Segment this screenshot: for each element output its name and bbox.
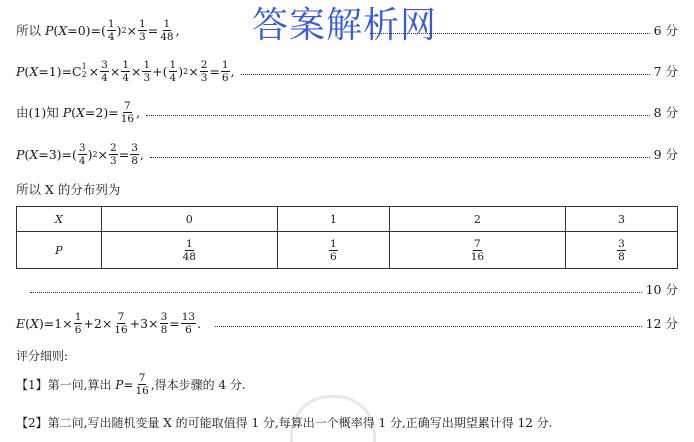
fraction: $\frac{1}{3}$ [143, 58, 151, 84]
score-label: 7 分 [653, 64, 678, 79]
rubric-title: 评分细则: [16, 349, 69, 363]
rubric-text: 第二问,写出随机变量 X 的可能取值得 1 分,每算出一个概率得 1 分,正确写出期望累计得 12 分. [47, 416, 553, 430]
table-header-cell: 1 [277, 207, 389, 232]
table-cell: $\frac{7}{16}$ [389, 232, 565, 269]
rubric-text: ,得本步骤的 4 分. [150, 378, 246, 392]
solution-line-p2: 由(1)知 P ( X =2)= $\frac{7}{16}$ , 8 分 [16, 99, 678, 125]
fraction: $\frac{3}{4}$ [101, 58, 108, 84]
solution-line-p1: P ( X =1)=C 1 2 × $\frac{3}{4}$ × $\frac{1}{4}$ × $\frac{1}{3}$ +( $\frac{1}{4}$ ) 2 × $\frac{2}{3}$ = $\frac{1}{6}$ , 7 分 [16, 58, 678, 84]
table-header-cell: 2 [389, 207, 565, 232]
score-label: 12 分 [645, 316, 678, 331]
score-label: 6 分 [653, 23, 678, 38]
fraction: $\frac{3}{4}$ [78, 141, 86, 167]
fraction: $\frac{1}{6}$ [74, 310, 82, 336]
line-prefix: 由(1)知 [16, 105, 59, 120]
fraction: $\frac{1}{4}$ [122, 58, 129, 84]
fraction: $\frac{3}{8}$ [160, 310, 168, 336]
table-cell: $\frac{3}{8}$ [565, 232, 677, 269]
solution-line-table-score [16, 274, 678, 304]
table-header-row [17, 207, 678, 232]
score-label: 9 分 [653, 147, 678, 162]
fraction: $\frac{13}{6}$ [181, 310, 196, 336]
table-row [17, 232, 678, 269]
fraction: $\frac{1}{3}$ [139, 17, 146, 43]
solution-line-expectation: E ( X )=1× $\frac{1}{6}$ +2× $\frac{7}{16}$ +3× $\frac{3}{8}$ = $\frac{13}{6}$ . 12 分 [16, 310, 678, 336]
dot-leader [215, 326, 642, 327]
fraction: $\frac{1}{6}$ [221, 58, 229, 84]
distribution-label: 所以 X 的分布列为 [16, 182, 121, 197]
table-cell: $\frac{1}{48}$ [101, 232, 277, 269]
fraction: $\frac{1}{48}$ [160, 17, 174, 43]
distribution-table [16, 206, 678, 269]
dot-leader [241, 74, 650, 75]
table-cell: $\frac{1}{6}$ [277, 232, 389, 269]
rubric-item-1: 【1】 第一问,算出 P = $\frac{7}{16}$ ,得本步骤的 4 分. [16, 372, 246, 397]
fraction: $\frac{2}{3}$ [110, 141, 117, 167]
fraction: $\frac{1}{4}$ [107, 17, 115, 43]
rubric-tag: 【1】 [16, 378, 48, 392]
rubric-tag: 【2】 [16, 416, 48, 430]
table-header-cell: X [17, 207, 102, 232]
dot-leader [150, 157, 650, 158]
site-watermark: 答案解析网 [252, 5, 438, 46]
rubric-text: 第一问,算出 [47, 378, 112, 392]
dot-leader [370, 33, 650, 34]
fraction: $\frac{2}{3}$ [200, 58, 208, 84]
table-header-cell: 0 [101, 207, 277, 232]
solution-line-p0: 所以 P ( X =0)=( $\frac{1}{4}$ ) 2 × $\frac{1}{3}$ = $\frac{1}{48}$ , 6 分 [16, 17, 678, 43]
solution-line-p3: P ( X =3)=( $\frac{3}{4}$ ) 2 × $\frac{2}{3}$ = $\frac{3}{8}$ , 9 分 [16, 141, 678, 167]
table-header-cell: 3 [565, 207, 677, 232]
fraction: $\frac{7}{16}$ [120, 99, 135, 125]
fraction: $\frac{1}{4}$ [169, 58, 177, 84]
score-label: 10 分 [645, 282, 678, 297]
score-label: 8 分 [653, 105, 678, 120]
fraction: $\frac{7}{16}$ [135, 372, 149, 397]
fraction: $\frac{3}{8}$ [131, 141, 138, 167]
dot-leader [146, 115, 650, 116]
rubric-item-2 [16, 414, 553, 431]
line-prefix: 所以 [16, 23, 42, 38]
dot-leader [30, 292, 642, 293]
fraction: $\frac{7}{16}$ [114, 310, 128, 336]
table-row-label: P [17, 232, 102, 269]
